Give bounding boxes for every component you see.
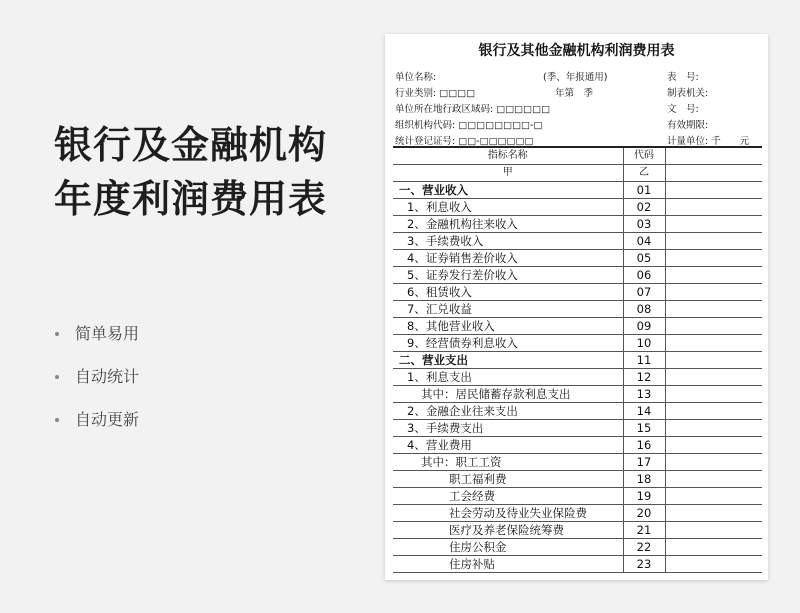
table-row: 住房公积金 22 [393,539,762,556]
value-cell[interactable] [665,471,762,488]
value-cell[interactable] [665,386,762,403]
value-cell[interactable] [665,301,762,318]
table-row: 其中：居民储蓄存款利息支出 13 [393,386,762,403]
bullet-icon [55,418,59,422]
value-cell[interactable] [665,182,762,199]
meta-table-no: 表 号: [667,72,699,83]
value-cell[interactable] [665,420,762,437]
table-row: 2、金融机构往来收入 03 [393,216,762,233]
value-cell[interactable] [665,437,762,454]
value-cell[interactable] [665,250,762,267]
meta-doc-no: 文 号: [667,104,699,115]
table-row: 8、其他营业收入 09 [393,318,762,335]
meta-industry: 行业类别: □□□□ [395,88,476,99]
meta-year-quarter: 年第 季 [555,88,594,99]
feature-item: 自动更新 [55,398,139,441]
table-row: 7、汇兑收益 08 [393,301,762,318]
value-cell[interactable] [665,505,762,522]
value-cell[interactable] [665,352,762,369]
value-cell[interactable] [665,199,762,216]
table-row: 二、营业支出 11 [393,352,762,369]
meta-stat-reg: 统计登记证号: □□-□□□□□□ [395,136,534,147]
table-row: 社会劳动及待业失业保险费 20 [393,505,762,522]
table-header-row [393,147,762,165]
table-row: 9、经营债券利息收入 10 [393,335,762,352]
table-row: 5、证券发行差价收入 06 [393,267,762,284]
meta-period-note: (季、年报通用) [543,72,608,83]
value-cell[interactable] [665,318,762,335]
value-cell[interactable] [665,284,762,301]
hero-title-line1: 银行及金融机构 [54,123,328,167]
table-row: 1、利息支出 12 [393,369,762,386]
meta-valid-period: 有效期限: [667,120,709,131]
table-row: 住房补贴 23 [393,556,762,573]
value-cell[interactable] [665,335,762,352]
table-row: 职工福利费 18 [393,471,762,488]
meta-unit-name: 单位名称: [395,72,437,83]
value-cell[interactable] [665,216,762,233]
value-cell[interactable] [665,488,762,505]
meta-issuer: 制表机关: [667,88,709,99]
table-row: 4、证券销售差价收入 05 [393,250,762,267]
value-cell[interactable] [665,454,762,471]
table-row: 4、营业费用 16 [393,437,762,454]
table-row: 医疗及养老保险统筹费 21 [393,522,762,539]
table-row: 1、利息收入 02 [393,199,762,216]
subheader-value [665,165,762,182]
value-cell[interactable] [665,539,762,556]
value-cell[interactable] [665,522,762,539]
meta-unit: 计量单位: 千 元 [667,136,750,147]
value-cell[interactable] [665,233,762,250]
subheader-indicator: 甲 [393,165,623,182]
table-row: 2、金融企业往来支出 14 [393,403,762,420]
value-cell[interactable] [665,403,762,420]
hero-title [54,118,327,226]
table-row: 其中：职工工资 17 [393,454,762,471]
bullet-icon [55,375,59,379]
feature-item: 自动统计 [55,355,139,398]
hero-title-line2: 年度利润费用表 [54,177,328,221]
header-indicator: 指标名称 [393,147,623,165]
meta-org-code: 组织机构代码: □□□□□□□□-□ [395,120,543,131]
profit-expense-table [393,146,762,573]
header-value [665,147,762,165]
header-code: 代码 [623,147,665,165]
sheet-title: 银行及其他金融机构利润费用表 [478,43,675,59]
value-cell[interactable] [665,267,762,284]
table-row: 3、手续费支出 15 [393,420,762,437]
table-row: 3、手续费收入 04 [393,233,762,250]
table-row: 一、营业收入 01 [393,182,762,199]
table-subheader-row [393,165,762,182]
value-cell[interactable] [665,556,762,573]
feature-list [55,312,139,441]
value-cell[interactable] [665,369,762,386]
spreadsheet-preview [385,34,768,580]
bullet-icon [55,332,59,336]
meta-region-code: 单位所在地行政区域码: □□□□□□ [395,104,551,115]
table-row: 工会经费 19 [393,488,762,505]
subheader-code: 乙 [623,165,665,182]
table-row: 6、租赁收入 07 [393,284,762,301]
feature-item: 简单易用 [55,312,139,355]
